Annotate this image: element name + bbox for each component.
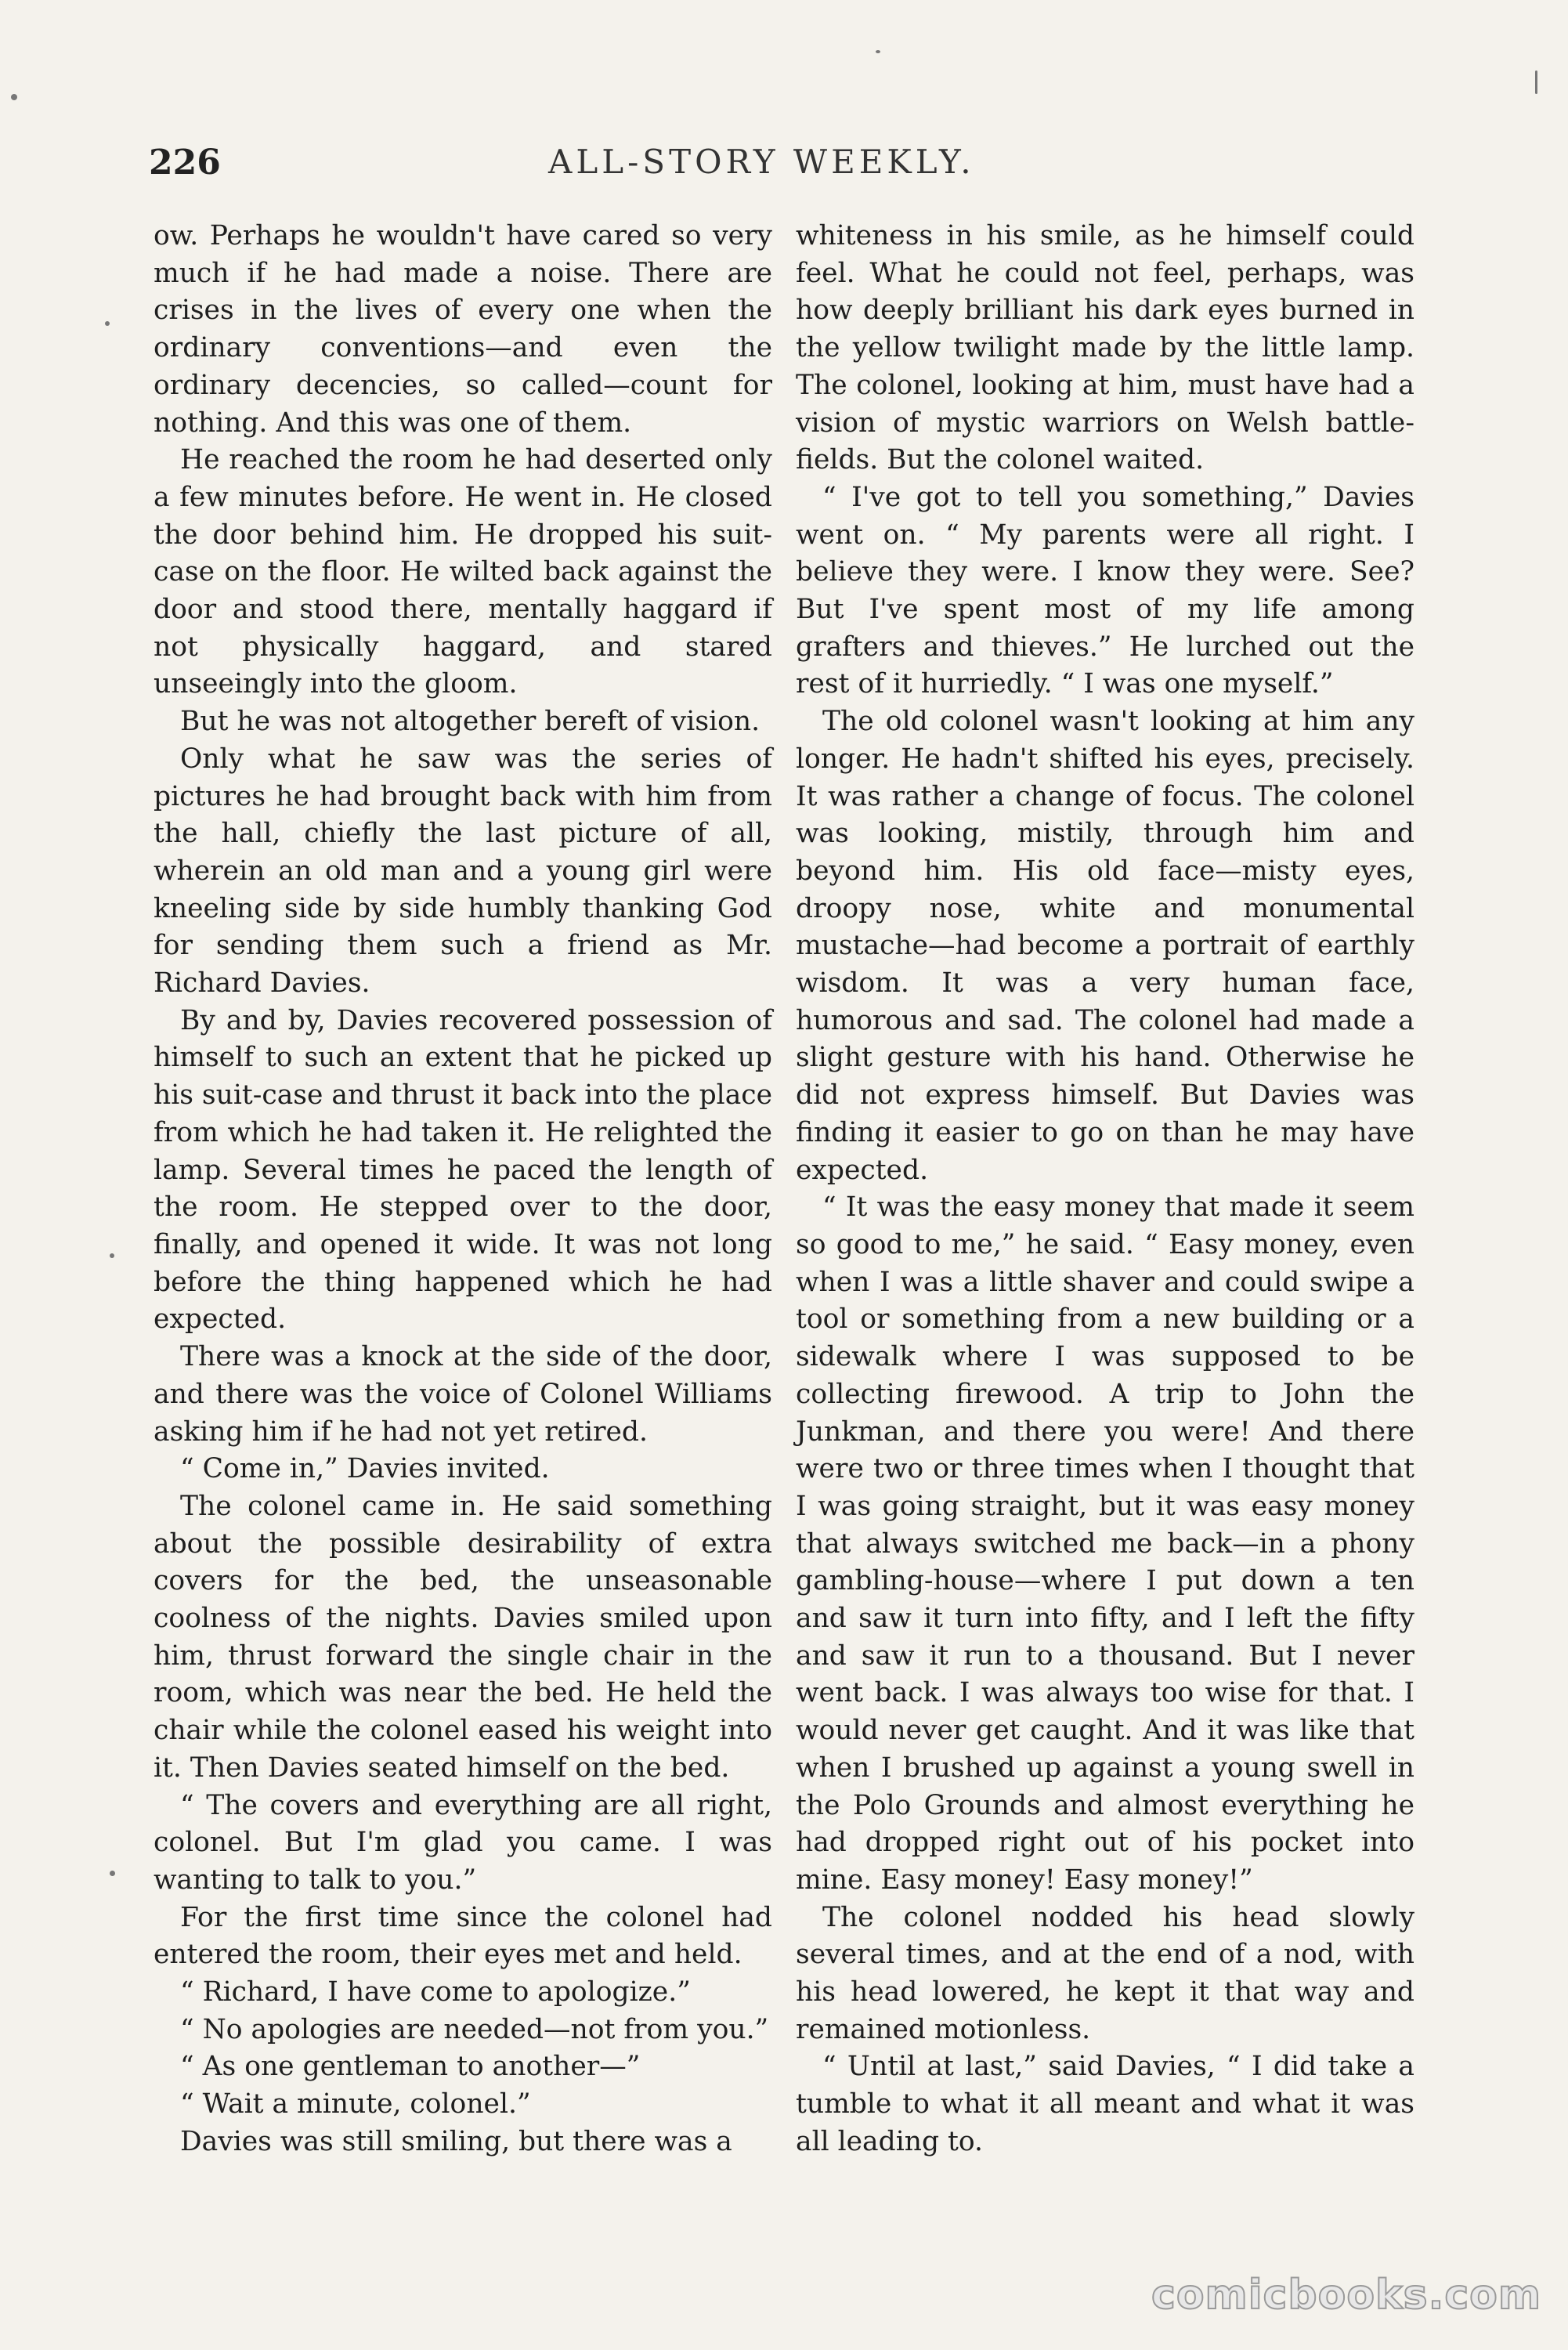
left-column [154,218,772,2161]
paragraph: Only what he saw was the series of pictures he had brought back with him from the hall, chiefly the last picture of all, wherein an old man and a young girl were kneeling side by side humbly thanking God for sending them such a friend as Mr. Richard Davies. [154,743,772,1000]
paragraph: “ Richard, I have come to apologize.” [180,1976,691,2008]
page-header [149,143,1418,197]
print-speck [876,50,880,53]
running-title: ALL-STORY WEEKLY. [548,143,975,181]
site-watermark: comicbooks.com [1151,2272,1542,2319]
paragraph: “ As one gentleman to another—” [180,2051,641,2083]
paragraph: The old colonel wasn't looking at him any longer. He hadn't shifted his eyes, precisely. It was rather a change of focus. The colonel was looking, mistily, through him and beyond him. His old face—misty eyes, droopy nose, white and monumental mustache—had become a portrait of earthly wisdom. It was a very human face, humorous and sad. The colonel had made a slight gesture with his hand. Otherwise he did not express himself. But Davies was finding it easier to go on than he may have expected. [796,706,1414,1186]
paragraph: By and by, Davies recovered possession of himself to such an extent that he picked up his suit-case and thrust it back into the place from which he had taken it. He relighted the lamp. Several times he paced the length of the room. He stepped over to the door, finally, and opened it wide. It was not long before the thing happened which he had expected. [154,1004,773,1336]
paragraph: But he was not altogether bereft of vision. [180,706,761,738]
paragraph: “ Come in,” Davies invited. [180,1453,550,1485]
print-speck [11,94,17,100]
print-speck [1535,70,1537,94]
page-number: 226 [149,143,221,183]
paragraph: ow. Perhaps he wouldn't have cared so very much if he had made a noise. There are crises in the lives of every one when the ordinary conventions—and even the ordinary decencies, so called—count for nothing. And this was one of them. [154,220,772,439]
paragraph: The colonel came in. He said something about the possible desirability of extra covers for the bed, the unseasonable coolness of the nights. Davies smiled upon him, thrust forward the single chair in the room, which was near the bed. He held the chair while the colonel eased his weight into it. Then Davies seated himself on the bed. [154,1490,772,1784]
print-speck [105,321,110,326]
paragraph: He reached the room he had deserted only a few minutes before. He went in. He closed the door behind him. He dropped his suit-case on the floor. He wilted back against the door and stood there, mentally haggard if not physically haggard, and stared unseeingly into the gloom. [154,444,772,700]
paragraph: “ I've got to tell you something,” Davies went on. “ My parents were all right. I believe they were. I know they were. See? But I've spent most of my life among grafters and thieves.” He lurched out the rest of it hurriedly. “ I was one myself.” [796,481,1414,700]
paragraph: “ Until at last,” said Davies, “ I did take a tumble to what it all meant and what it was all leading to. [796,2051,1414,2157]
paragraph: whiteness in his smile, as he himself could feel. What he could not feel, perhaps, was how deeply brilliant his dark eyes burned in the yellow twilight made by the little lamp. The colonel, looking at him, must have had a vision of mystic warriors on Welsh battle-fields. But the colonel waited. [796,220,1414,476]
right-column [796,218,1414,2161]
paragraph: “ Wait a minute, colonel.” [180,2088,531,2120]
paragraph: Davies was still smiling, but there was a [180,2125,732,2157]
print-speck [110,1253,114,1258]
paragraph: “ It was the easy money that made it seem so good to me,” he said. “ Easy money, even when I was a little shaver and could swipe a tool or something from a new building or a sidewalk where I was supposed to be collecting firewood. A trip to John the Junkman, and there you were! And there were two or three times when I thought that I was going straight, but it was easy money that always switched me back—in a phony gambling-house—where I put down a ten and saw it turn into fifty, and I left the fifty and saw it run to a thousand. But I never went back. I was always too wise for that. I would never get caught. And it was like that when I brushed up against a young swell in the Polo Grounds and almost everything he had dropped right out of his pocket into mine. Easy money! Easy money!” [796,1191,1414,1896]
paragraph: “ No apologies are needed—not from you.” [180,2013,769,2045]
print-speck [110,1871,115,1876]
paragraph: “ The covers and everything are all right, colonel. But I'm glad you came. I was wanting to talk to you.” [154,1789,772,1896]
paragraph: There was a knock at the side of the door, and there was the voice of Colonel Williams asking him if he had not yet retired. [154,1341,772,1448]
paragraph: The colonel nodded his head slowly several times, and at the end of a nod, with his head lowered, he kept it that way and remained motionless. [796,1901,1414,2045]
paragraph: For the first time since the colonel had entered the room, their eyes met and held. [154,1901,772,1971]
